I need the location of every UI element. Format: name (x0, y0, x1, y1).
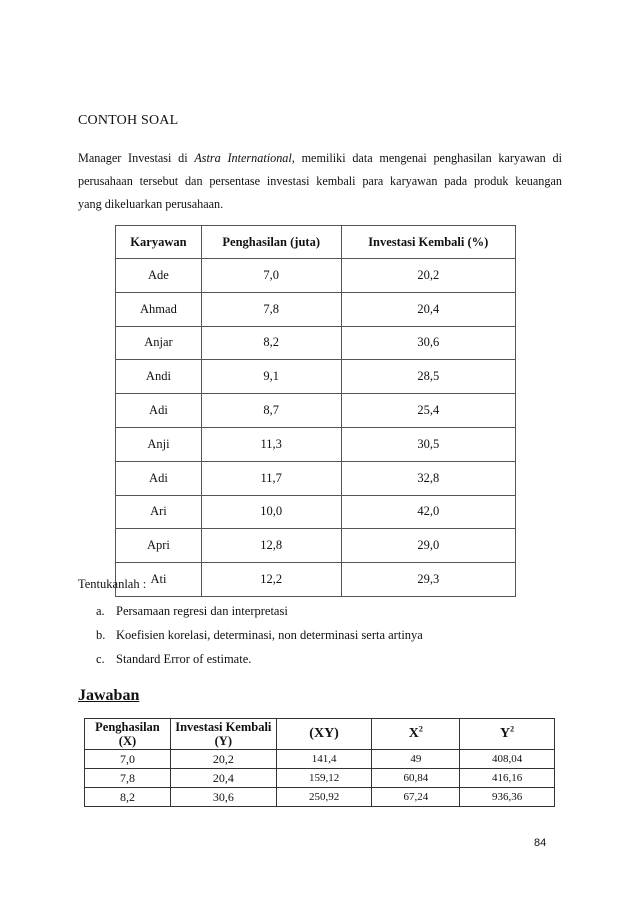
header-karyawan: Karyawan (116, 226, 202, 259)
header-x-squared: $X^2$ (372, 719, 460, 750)
cell-karyawan: Anjar (116, 326, 202, 360)
cell-penghasilan: 12,2 (201, 563, 341, 597)
cell-y-squared: 936,36 (460, 788, 555, 807)
table-row (116, 529, 516, 563)
cell-penghasilan: 10,0 (201, 495, 341, 529)
cell-penghasilan: 7,0 (201, 259, 341, 293)
list-marker: a. (96, 604, 105, 618)
cell-penghasilan: 8,7 (201, 394, 341, 428)
cell-karyawan: Apri (116, 529, 202, 563)
cell-karyawan: Andi (116, 360, 202, 394)
cell-investasi: 20,4 (341, 292, 515, 326)
cell-investasi: 20,2 (341, 259, 515, 293)
intro-line-3: yang dikeluarkan perusahaan. (78, 197, 224, 211)
cell-investasi: 29,3 (341, 563, 515, 597)
cell-karyawan: Ati (116, 563, 202, 597)
list-text: Persamaan regresi dan interpretasi (116, 604, 288, 618)
cell-xy: 250,92 (276, 788, 372, 807)
table-row (116, 427, 516, 461)
list-item (96, 626, 423, 650)
employee-data-table (115, 225, 516, 597)
cell-y-squared: 416,16 (460, 769, 555, 788)
intro-line-2: perusahaan tersebut dan persentase investasi kembali para karyawan pada produk keuangan (78, 174, 562, 188)
table-row (116, 495, 516, 529)
cell-y: 20,2 (170, 750, 276, 769)
cell-x: 7,0 (85, 750, 171, 769)
header-y: Investasi Kembali (Y) (170, 719, 276, 750)
header-x: Penghasilan (X) (85, 719, 171, 750)
table-row (85, 750, 555, 769)
cell-x-squared: 49 (372, 750, 460, 769)
cell-y-squared: 408,04 (460, 750, 555, 769)
cell-karyawan: Adi (116, 394, 202, 428)
cell-y: 30,6 (170, 788, 276, 807)
table-row (85, 788, 555, 807)
cell-karyawan: Ahmad (116, 292, 202, 326)
table-row (116, 326, 516, 360)
cell-investasi: 32,8 (341, 461, 515, 495)
cell-x: 7,8 (85, 769, 171, 788)
cell-y: 20,4 (170, 769, 276, 788)
table-row (116, 394, 516, 428)
cell-xy: 159,12 (276, 769, 372, 788)
cell-xy: 141,4 (276, 750, 372, 769)
table-row (116, 563, 516, 597)
cell-penghasilan: 8,2 (201, 326, 341, 360)
cell-karyawan: Adi (116, 461, 202, 495)
section-heading: CONTOH SOAL (78, 113, 179, 128)
jawaban-heading: Jawaban (78, 687, 140, 704)
list-marker: c. (96, 652, 105, 666)
answer-header-row (85, 719, 555, 750)
cell-karyawan: Ari (116, 495, 202, 529)
cell-penghasilan: 12,8 (201, 529, 341, 563)
cell-x-squared: 60,84 (372, 769, 460, 788)
list-marker: b. (96, 628, 106, 642)
list-text: Koefisien korelasi, determinasi, non determinasi serta artinya (116, 628, 423, 642)
intro-paragraph (78, 147, 562, 216)
answer-table (84, 718, 555, 807)
table-header-row (116, 226, 516, 259)
cell-investasi: 30,6 (341, 326, 515, 360)
cell-investasi: 30,5 (341, 427, 515, 461)
cell-investasi: 29,0 (341, 529, 515, 563)
company-name: Astra International (194, 151, 292, 165)
cell-x: 8,2 (85, 788, 171, 807)
header-investasi: Investasi Kembali (%) (341, 226, 515, 259)
cell-penghasilan: 11,7 (201, 461, 341, 495)
cell-karyawan: Ade (116, 259, 202, 293)
cell-penghasilan: 7,8 (201, 292, 341, 326)
list-item (96, 602, 423, 626)
table-row (85, 769, 555, 788)
intro-line-1: Manager Investasi di Astra International, memiliki data mengenai penghasilan karyawan di (78, 151, 562, 165)
cell-investasi: 28,5 (341, 360, 515, 394)
page-number: 84 (534, 837, 547, 849)
task-list (96, 602, 423, 674)
header-penghasilan: Penghasilan (juta) (201, 226, 341, 259)
cell-investasi: 42,0 (341, 495, 515, 529)
table-row (116, 259, 516, 293)
cell-penghasilan: 9,1 (201, 360, 341, 394)
cell-penghasilan: 11,3 (201, 427, 341, 461)
cell-karyawan: Anji (116, 427, 202, 461)
table-row (116, 461, 516, 495)
tentukanlah-label: Tentukanlah : (78, 577, 147, 591)
cell-x-squared: 67,24 (372, 788, 460, 807)
list-item (96, 650, 423, 674)
table-row (116, 360, 516, 394)
table-row (116, 292, 516, 326)
header-xy: (XY) (276, 719, 372, 750)
list-text: Standard Error of estimate. (116, 652, 252, 666)
cell-investasi: 25,4 (341, 394, 515, 428)
header-y-squared: $Y^2$ (460, 719, 555, 750)
